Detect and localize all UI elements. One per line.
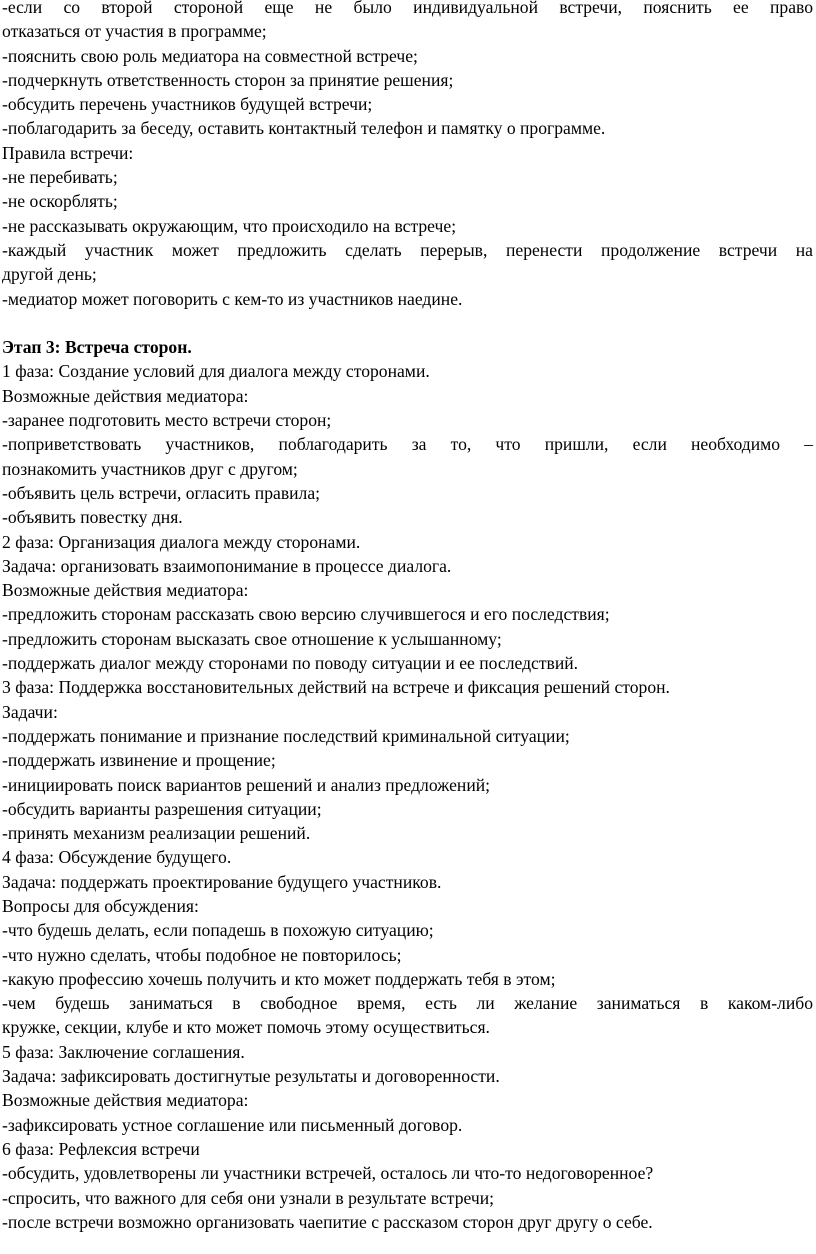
text-line: -подчеркнуть ответственность сторон за принятие решения; (2, 69, 454, 90)
rule-item: -медиатор может поговорить с кем-то из участников наедине. (2, 288, 463, 309)
phase-title: 6 фаза: Рефлексия встречи (2, 1138, 200, 1159)
list-item: -заранее подготовить место встречи сторон; (2, 410, 332, 431)
rule-item-continuation: другой день; (2, 264, 97, 285)
actions-title: Возможные действия медиатора: (2, 385, 249, 406)
tasks-title: Задачи: (2, 701, 58, 722)
phase-task: Задача: зафиксировать достигнутые результаты и договоренности. (2, 1066, 500, 1087)
list-item: -предложить сторонам высказать свое отношение к услышанному; (2, 628, 502, 649)
list-item-continuation: познакомить участников друг с другом; (2, 458, 298, 479)
blank-line (2, 311, 813, 335)
rule-item: -каждый участник может предложить сделать перерыв, перенести продолжение встречи на (2, 239, 813, 260)
list-item: -чем будешь заниматься в свободное время, есть ли желание заниматься в каком-либо (2, 993, 813, 1014)
text-line: -если со второй стороной еще не было индивидуальной встречи, пояснить ее право (2, 0, 813, 17)
phase-title: 2 фаза: Организация диалога между сторонами. (2, 531, 361, 552)
phase-title: 3 фаза: Поддержка восстановительных действий на встрече и фиксация решений сторон. (2, 677, 670, 698)
section-heading: Этап 3: Встреча сторон. (2, 337, 192, 358)
phase-task: Задача: поддержать проектирование будущего участников. (2, 871, 442, 892)
rule-item: -не рассказывать окружающим, что происходило на встрече; (2, 215, 457, 236)
rule-item: -не оскорблять; (2, 191, 118, 212)
list-item: -спросить, что важного для себя они узнали в результате встречи; (2, 1187, 495, 1208)
list-item: -поддержать извинение и прощение; (2, 750, 276, 771)
list-item: -принять механизм реализации решений. (2, 823, 311, 844)
document-body (2, 0, 813, 1234)
phase-title: 4 фаза: Обсуждение будущего. (2, 847, 232, 868)
list-item: -предложить сторонам рассказать свою версию случившегося и его последствия; (2, 604, 610, 625)
list-item: -обсудить, удовлетворены ли участники встречей, осталось ли что-то недоговоренное? (2, 1163, 654, 1184)
list-item: -объявить цель встречи, огласить правила; (2, 482, 321, 503)
actions-title: Возможные действия медиатора: (2, 580, 249, 601)
list-item: -объявить повестку дня. (2, 507, 183, 528)
list-item: -обсудить варианты разрешения ситуации; (2, 798, 322, 819)
list-item: -поддержать диалог между сторонами по поводу ситуации и ее последствий. (2, 653, 579, 674)
actions-title: Возможные действия медиатора: (2, 1090, 249, 1111)
phase-title: 5 фаза: Заключение соглашения. (2, 1041, 245, 1062)
list-item: -что нужно сделать, чтобы подобное не повторилось; (2, 944, 402, 965)
rules-title: Правила встречи: (2, 142, 134, 163)
text-line: -обсудить перечень участников будущей встречи; (2, 94, 373, 115)
list-item: -поприветствовать участников, поблагодарить за то, что пришли, если необходимо – (2, 434, 813, 455)
list-item: -что будешь делать, если попадешь в похожую ситуацию; (2, 920, 434, 941)
text-line: отказаться от участия в программе; (2, 21, 267, 42)
phase-title: 1 фаза: Создание условий для диалога между сторонами. (2, 361, 430, 382)
phase-task: Задача: организовать взаимопонимание в процессе диалога. (2, 555, 452, 576)
list-item-continuation: кружке, секции, клубе и кто может помочь этому осуществиться. (2, 1017, 490, 1038)
questions-title: Вопросы для обсуждения: (2, 895, 199, 916)
text-line: -пояснить свою роль медиатора на совместной встрече; (2, 45, 418, 66)
list-item: -после встречи возможно организовать чаепитие с рассказом сторон друг другу о себе. (2, 1211, 653, 1232)
list-item: -инициировать поиск вариантов решений и анализ предложений; (2, 774, 491, 795)
list-item: -какую профессию хочешь получить и кто может поддержать тебя в этом; (2, 968, 556, 989)
text-line: -поблагодарить за беседу, оставить контактный телефон и памятку о программе. (2, 118, 606, 139)
list-item: -поддержать понимание и признание последствий криминальной ситуации; (2, 725, 570, 746)
rule-item: -не перебивать; (2, 167, 118, 188)
list-item: -зафиксировать устное соглашение или письменный договор. (2, 1114, 463, 1135)
